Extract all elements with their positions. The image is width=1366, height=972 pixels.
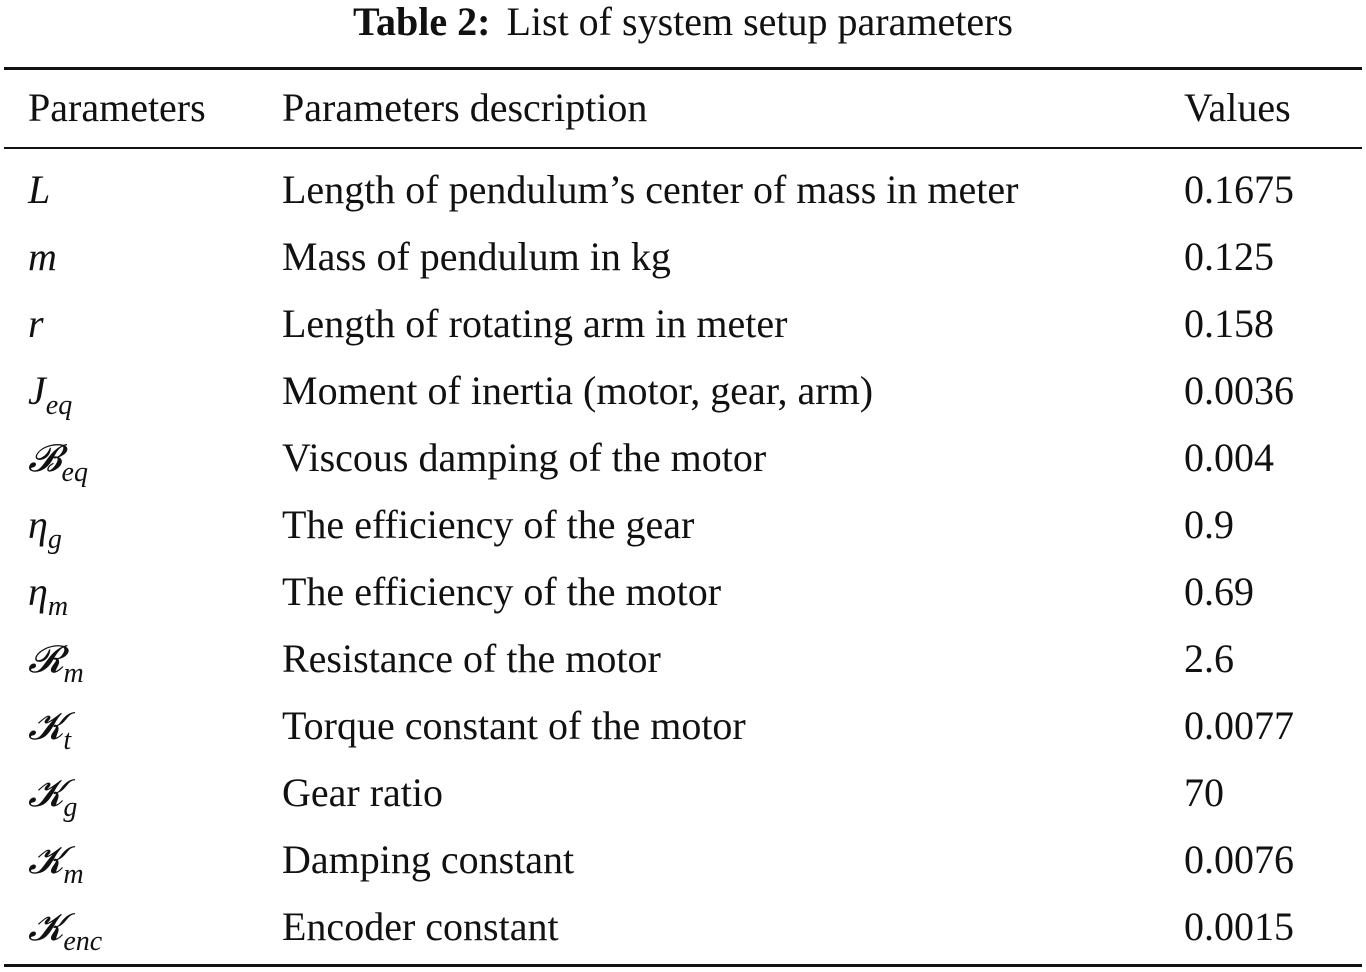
parameter-symbol: $J_{eq}$: [28, 368, 73, 421]
parameter-value: 0.0076: [1184, 837, 1294, 882]
table-caption-label: Table 2:: [353, 0, 491, 44]
parameter-value: 0.69: [1184, 569, 1254, 614]
parameter-description: Resistance of the motor: [282, 636, 661, 681]
parameter-value: 70: [1184, 770, 1224, 815]
table-row: [0, 363, 1366, 430]
parameter-symbol: $\eta_m$: [28, 569, 69, 622]
table-row: [0, 430, 1366, 497]
parameter-description: Viscous damping of the motor: [282, 435, 767, 480]
parameter-value: 2.6: [1184, 636, 1234, 681]
parameter-value: 0.004: [1184, 435, 1274, 480]
parameter-description: Damping constant: [282, 837, 575, 882]
table-header-rule: [4, 147, 1362, 149]
parameter-value: 0.9: [1184, 502, 1234, 547]
parameter-description: Length of rotating arm in meter: [282, 301, 788, 346]
parameter-description: Length of pendulum’s center of mass in meter: [282, 167, 1019, 212]
parameter-description: Mass of pendulum in kg: [282, 234, 671, 279]
table-row: [0, 497, 1366, 564]
parameter-description: The efficiency of the gear: [282, 502, 695, 547]
parameter-symbol: 𝓚$_t$: [28, 704, 72, 756]
parameter-symbol: $\eta_g$: [28, 502, 62, 555]
table-row: [0, 631, 1366, 698]
table-row: [0, 162, 1366, 229]
table-row: [0, 698, 1366, 765]
header-parameters: Parameters: [28, 85, 206, 130]
parameter-symbol: 𝓚$_{enc}$: [28, 905, 103, 957]
table-row: [0, 296, 1366, 363]
table-row: [0, 564, 1366, 631]
table-row: [0, 899, 1366, 966]
parameter-symbol: m: [28, 234, 57, 279]
parameter-value: 0.125: [1184, 234, 1274, 279]
parameter-value: 0.1675: [1184, 167, 1294, 212]
parameter-symbol: 𝓑$_{eq}$: [28, 436, 88, 488]
parameter-value: 0.0077: [1184, 703, 1294, 748]
parameter-description: Encoder constant: [282, 904, 559, 949]
parameter-description: Gear ratio: [282, 770, 444, 815]
parameter-description: Moment of inertia (motor, gear, arm): [282, 368, 874, 413]
parameter-value: 0.158: [1184, 301, 1274, 346]
table-row: [0, 229, 1366, 296]
parameter-symbol: L: [28, 167, 51, 212]
parameter-symbol: r: [28, 301, 44, 346]
header-description: Parameters description: [282, 85, 648, 130]
table-bottom-rule: [4, 964, 1362, 967]
parameter-symbol: 𝓚$_m$: [28, 838, 84, 890]
table-caption: [0, 0, 1366, 44]
table-body: [0, 162, 1366, 966]
parameter-description: The efficiency of the motor: [282, 569, 722, 614]
header-values: Values: [1184, 85, 1291, 130]
table-top-rule: [4, 67, 1362, 70]
table-row: [0, 765, 1366, 832]
table-row: [0, 832, 1366, 899]
parameter-symbol: 𝓡$_m$: [28, 637, 84, 689]
parameter-value: 0.0036: [1184, 368, 1294, 413]
parameter-description: Torque constant of the motor: [282, 703, 746, 748]
parameter-value: 0.0015: [1184, 904, 1294, 949]
table-header-row: [0, 82, 1366, 134]
table-caption-text: List of system setup parameters: [506, 0, 1013, 44]
parameter-symbol: 𝓚$_g$: [28, 771, 78, 823]
